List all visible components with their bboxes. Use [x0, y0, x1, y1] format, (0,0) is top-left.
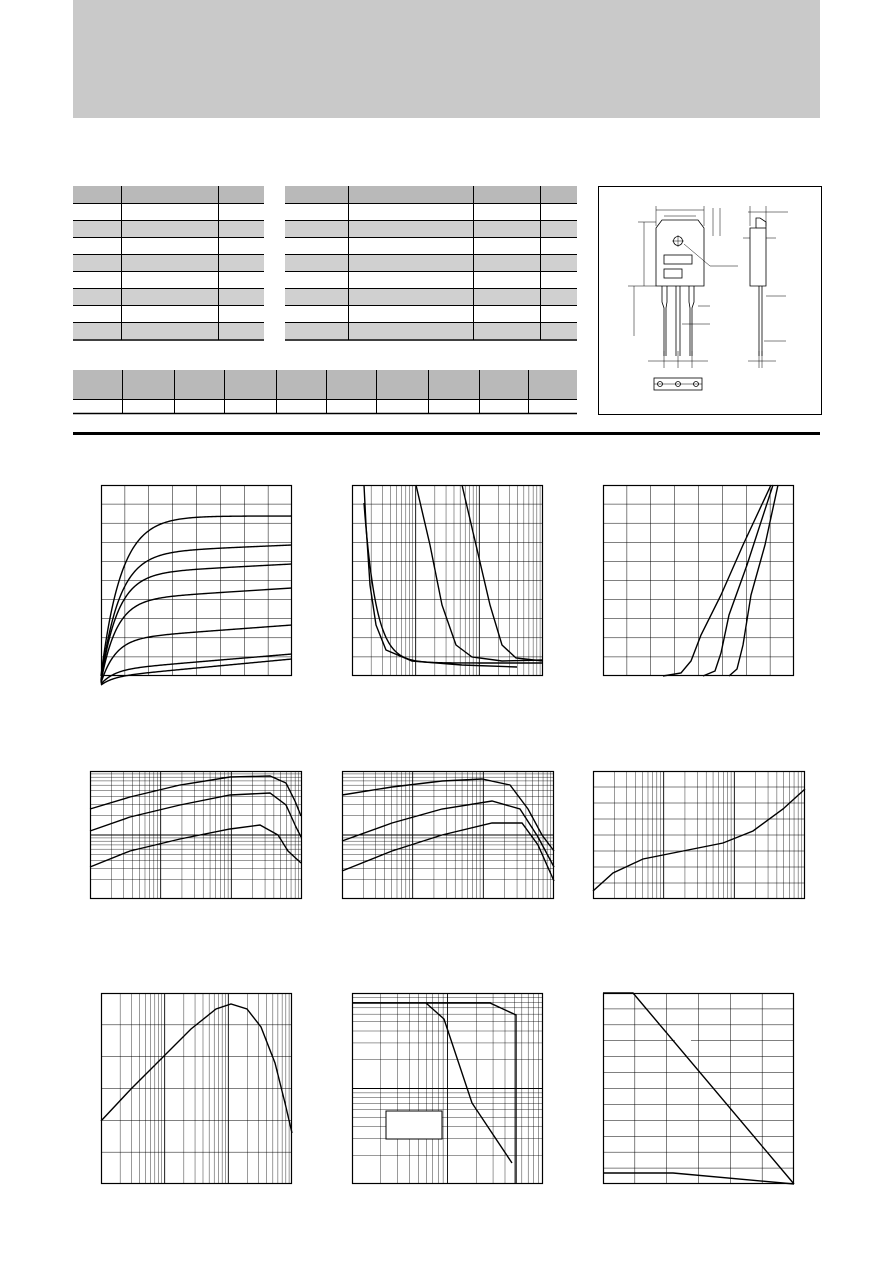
ratings-table	[73, 186, 264, 342]
chart-r1c3	[603, 485, 794, 676]
chart-r2c1	[90, 771, 302, 899]
header-band	[73, 0, 820, 118]
electrical-characteristics-table	[285, 186, 577, 342]
chart-r1c1	[101, 485, 292, 676]
package-outline-drawing	[598, 186, 822, 415]
classification-table	[73, 370, 577, 416]
chart-r3c1	[101, 993, 292, 1184]
chart-r2c3	[593, 771, 805, 899]
chart-r2c2	[342, 771, 554, 899]
section-divider	[73, 432, 820, 435]
chart-r1c2	[352, 485, 543, 676]
chart-r3c2	[352, 993, 543, 1184]
chart-r3c3	[603, 993, 794, 1184]
